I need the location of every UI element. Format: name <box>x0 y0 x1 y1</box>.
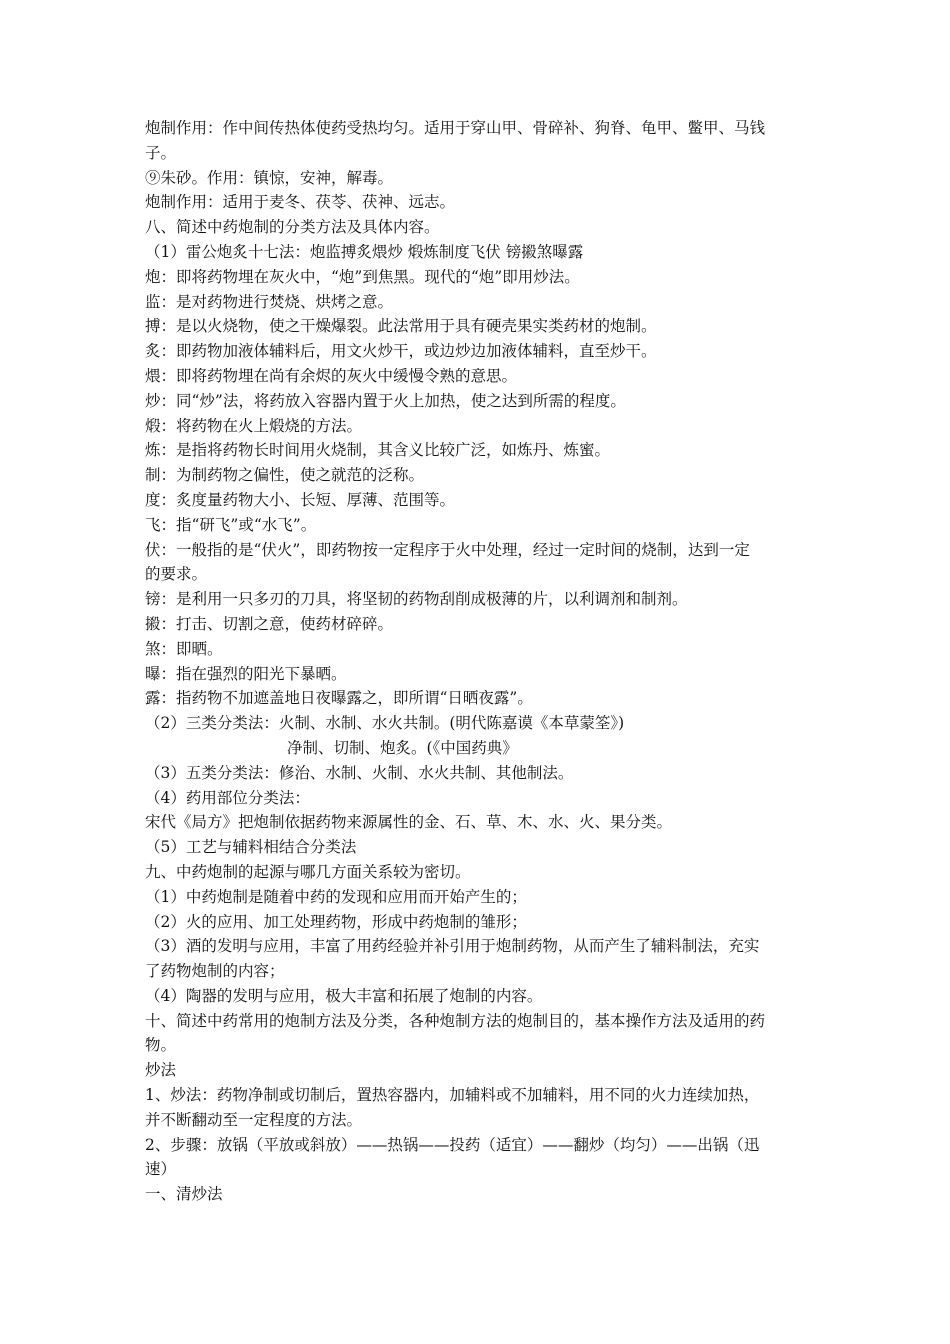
text-line: ⑨朱砂。作用：镇惊，安神，解毒。 <box>145 168 394 187</box>
text-line: 炒：同“炒”法，将药放入容器内置于火上加热，使之达到所需的程度。 <box>145 391 626 410</box>
text-line: 一、清炒法 <box>145 1185 223 1204</box>
text-line: （4）陶器的发明与应用，极大丰富和拓展了炮制的内容。 <box>145 986 543 1005</box>
text-line: （1）中药炮制是随着中药的发现和应用而开始产生的； <box>145 887 527 906</box>
text-line: （2）三类分类法：火制、水制、水火共制。(明代陈嘉谟《本草蒙筌》) <box>145 714 625 733</box>
text-line: 摋：打击、切割之意，使药材碎碎。 <box>145 614 394 633</box>
text-line: 煨：即将药物埋在尚有余烬的灰火中缓慢令熟的意思。 <box>145 366 518 385</box>
text-line: （5）工艺与辅料相结合分类法 <box>145 838 357 857</box>
text-line: 露：指药物不加遮盖地日夜曝露之，即所谓“日晒夜露”。 <box>145 689 533 708</box>
text-line: （1）雷公炮炙十七法：炮监搏炙煨炒 煅炼制度飞伏 镑摋煞曝露 <box>145 242 584 261</box>
text-line: 八、简述中药炮制的分类方法及具体内容。 <box>145 218 440 237</box>
text-line: 的要求。 <box>145 565 208 584</box>
text-line: 2、步骤：放锅（平放或斜放）——热锅——投药（适宜）——翻炒（均匀）——出锅（迅 <box>145 1135 760 1154</box>
text-line: 炒法 <box>145 1061 177 1080</box>
text-line: 并不断翻动至一定程度的方法。 <box>145 1110 363 1129</box>
text-line: 曝：指在强烈的阳光下暴晒。 <box>145 664 347 683</box>
text-line: （2）火的应用、加工处理药物，形成中药炮制的雏形； <box>145 912 527 931</box>
text-line: 监：是对药物进行焚烧、烘烤之意。 <box>145 292 394 311</box>
text-line: 十、简述中药常用的炮制方法及分类，各种炮制方法的炮制目的，基本操作方法及适用的药 <box>145 1011 766 1030</box>
text-line: 宋代《局方》把炮制依据药物来源属性的金、石、草、木、水、火、果分类。 <box>145 813 673 832</box>
text-line: 子。 <box>145 143 177 162</box>
text-line: 煞：即晒。 <box>145 639 223 658</box>
text-line: 了药物炮制的内容； <box>145 962 285 981</box>
text-line: 净制、切制、炮炙。(《中国药典》 <box>287 738 518 757</box>
text-line: 1、炒法：药物净制或切制后，置热容器内，加辅料或不加辅料，用不同的火力连续加热， <box>145 1086 760 1105</box>
text-line: （3）酒的发明与应用，丰富了用药经验并补引用于炮制药物，从而产生了辅料制法，充实 <box>145 937 760 956</box>
text-line: 炙：即药物加液体辅料后，用文火炒干，或边炒边加液体辅料，直至炒干。 <box>145 342 657 361</box>
text-line: 炮：即将药物埋在灰火中，“炮”到焦黑。现代的“炮”即用炒法。 <box>145 267 580 286</box>
text-line: 搏：是以火烧物，使之干燥爆裂。此法常用于具有硬壳果实类药材的炮制。 <box>145 317 657 336</box>
text-line: （4）药用部位分类法： <box>145 788 310 807</box>
text-line: 炼：是指将药物长时间用火烧制，其含义比较广泛，如炼丹、炼蜜。 <box>145 441 611 460</box>
text-line: 镑：是利用一只多刃的刀具，将坚韧的药物刮削成极薄的片，以利调剂和制剂。 <box>145 590 688 609</box>
text-line: 飞：指“研飞”或“水飞”。 <box>145 515 317 534</box>
text-line: 物。 <box>145 1036 177 1055</box>
text-line: 伏：一般指的是“伏火”，即药物按一定程序于火中处理，经过一定时间的烧制，达到一定 <box>145 540 750 559</box>
text-line: 炮制作用：适用于麦冬、茯苓、茯神、远志。 <box>145 193 456 212</box>
text-line: 速） <box>145 1160 177 1179</box>
text-line: （3）五类分类法：修治、水制、火制、水火共制、其他制法。 <box>145 763 574 782</box>
document-body <box>145 116 813 1207</box>
text-line: 炮制作用：作中间传热体使药受热均匀。适用于穿山甲、骨碎补、狗脊、龟甲、鳖甲、马钱 <box>145 119 766 137</box>
text-line: 度：炙度量药物大小、长短、厚薄、范围等。 <box>145 490 456 509</box>
text-line: 煅：将药物在火上煅烧的方法。 <box>145 416 363 435</box>
text-line: 制：为制药物之偏性，使之就范的泛称。 <box>145 466 425 485</box>
text-line: 九、中药炮制的起源与哪几方面关系较为密切。 <box>145 862 471 881</box>
